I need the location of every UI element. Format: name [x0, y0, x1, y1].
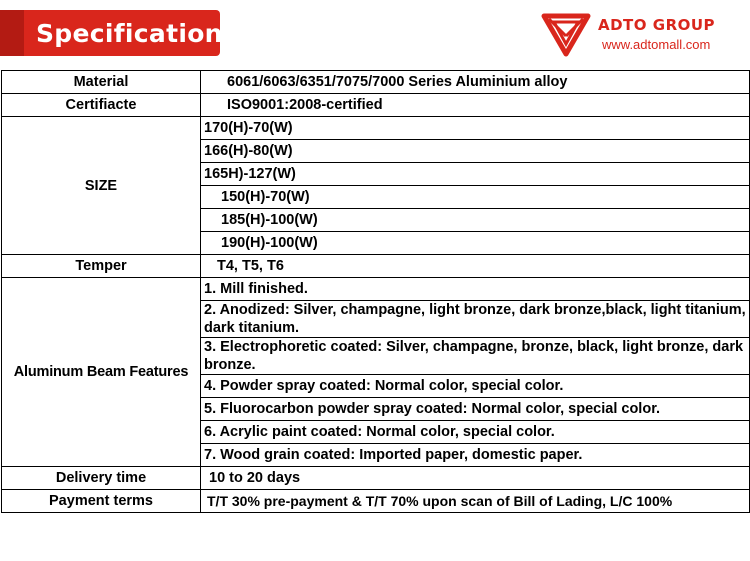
feature-item: 3. Electrophoretic coated: Silver, champagne, bronze, black, light bronze, dark bronze.	[201, 338, 750, 375]
feature-item: 1. Mill finished.	[201, 278, 750, 301]
banner-notch	[0, 10, 24, 56]
adto-triangle-logo-icon	[540, 10, 592, 58]
size-value: 185(H)-100(W)	[201, 209, 750, 232]
features-label: Aluminum Beam Features	[2, 278, 201, 467]
specifications-table	[1, 70, 750, 513]
feature-item: 7. Wood grain coated: Imported paper, domestic paper.	[201, 444, 750, 467]
size-value: 170(H)-70(W)	[201, 117, 750, 140]
feature-item: 6. Acrylic paint coated: Normal color, special color.	[201, 421, 750, 444]
table-row-certificate	[2, 94, 750, 117]
table-row-delivery	[2, 467, 750, 490]
size-value: 150(H)-70(W)	[201, 186, 750, 209]
page-title: Specifications	[36, 18, 238, 48]
feature-item: 5. Fluorocarbon powder spray coated: Normal color, special color.	[201, 398, 750, 421]
payment-label: Payment terms	[2, 490, 201, 513]
temper-value: T4, T5, T6	[201, 255, 750, 278]
title-banner	[24, 10, 238, 56]
table-row-temper	[2, 255, 750, 278]
payment-value: T/T 30% pre-payment & T/T 70% upon scan of Bill of Lading, L/C 100%	[201, 490, 750, 513]
feature-item: 4. Powder spray coated: Normal color, special color.	[201, 375, 750, 398]
size-value: 190(H)-100(W)	[201, 232, 750, 255]
brand	[540, 10, 745, 58]
table-row-payment	[2, 490, 750, 513]
feature-item: 2. Anodized: Silver, champagne, light bronze, dark bronze,black, light titanium, dark titanium.	[201, 301, 750, 338]
certificate-label: Certifiacte	[2, 94, 201, 117]
delivery-label: Delivery time	[2, 467, 201, 490]
material-value: 6061/6063/6351/7075/7000 Series Aluminium alloy	[201, 71, 750, 94]
table-row-feature	[2, 278, 750, 301]
size-label: SIZE	[2, 117, 201, 255]
table-row-size	[2, 117, 750, 140]
certificate-value: ISO9001:2008-certified	[201, 94, 750, 117]
header	[0, 0, 750, 66]
delivery-value: 10 to 20 days	[201, 467, 750, 490]
temper-label: Temper	[2, 255, 201, 278]
size-value: 166(H)-80(W)	[201, 140, 750, 163]
brand-url: www.adtomall.com	[602, 37, 711, 52]
material-label: Material	[2, 71, 201, 94]
brand-name: ADTO GROUP	[598, 16, 716, 34]
table-row-material	[2, 71, 750, 94]
size-value: 165H)-127(W)	[201, 163, 750, 186]
